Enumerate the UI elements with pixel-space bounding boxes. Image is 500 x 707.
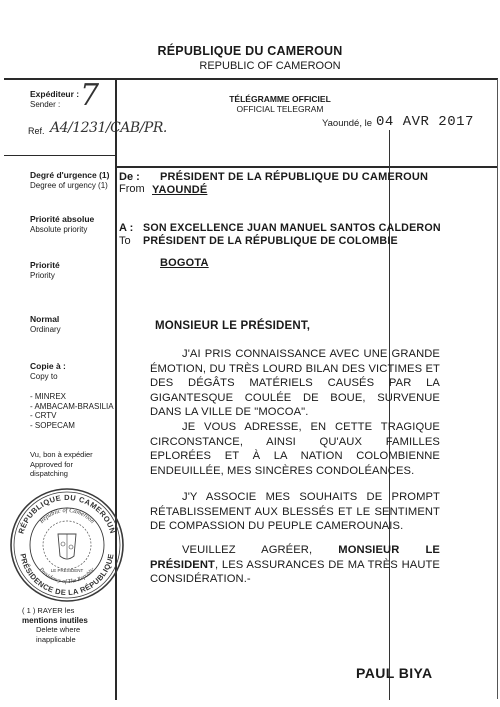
svg-text:Republic of Cameroon [38, 507, 96, 526]
ordinary-label: Normal Ordinary [30, 314, 61, 334]
salutation: MONSIEUR LE PRÉSIDENT, [155, 320, 311, 332]
place-date: Yaoundé, le [322, 118, 373, 129]
from-label-en: From [119, 183, 145, 195]
telegram-title-en: OFFICIAL TELEGRAM [236, 104, 324, 114]
ref-value: A4/1231/CAB/PR. [50, 120, 167, 136]
telegram-title-fr: TÉLÉGRAMME OFFICIEL [229, 94, 331, 104]
sender-label: Expéditeur : Sender : [30, 89, 80, 109]
ref-label: Ref. [28, 126, 45, 136]
copy-list [30, 392, 114, 430]
country-title-en: REPUBLIC OF CAMEROON [199, 60, 341, 72]
from-label-fr: De : [119, 171, 140, 183]
country-title-fr: RÉPUBLIQUE DU CAMEROUN [157, 44, 343, 58]
signature: PAUL BIYA [356, 665, 433, 681]
copy-item: - CRTV [30, 411, 57, 420]
priority-label: Priorité Priority [30, 260, 60, 280]
p4-end: , LES ASSURANCES DE MA TRÈS HAUTE CONSIDÉRATION.- [150, 558, 440, 586]
to-title: PRÉSIDENT DE LA RÉPUBLIQUE DE COLOMBIE [143, 235, 398, 247]
paragraph-3: J'Y ASSOCIE MES SOUHAITS DE PROMPT RÉTABLISSEMENT AUX BLESSÉS ET LE SENTIMENT DE COMPASSION DU PEUPLE CAMEROUNAIS. [150, 491, 440, 533]
urgency-label: Degré d'urgence (1) Degree of urgency (1) [30, 170, 110, 190]
paragraph-4 [150, 543, 440, 587]
sender-value: 7 [80, 78, 100, 113]
seal-center-text: LE PRÉSIDENT [50, 568, 84, 573]
to-city: BOGOTA [160, 257, 209, 269]
p4-bold: MONSIEUR LE PRÉSIDENT [150, 544, 440, 571]
from-title: PRÉSIDENT DE LA RÉPUBLIQUE DU CAMEROUN [160, 171, 429, 183]
sidebar-divider [115, 78, 117, 700]
to-label-fr: A : [119, 222, 134, 234]
to-label-en: To [119, 235, 131, 247]
seal-top-text: RÉPUBLIQUE DU CAMEROUN [16, 492, 118, 535]
seal-bottom-text: PRÉSIDENCE DE LA RÉPUBLIQUE [18, 552, 116, 598]
to-name: SON EXCELLENCE JUAN MANUEL SANTOS CALDERON [143, 222, 441, 234]
copy-item: - SOPECAM [30, 420, 75, 430]
seal-inner-top-text: Republic of Cameroon [38, 506, 96, 525]
header-divider [116, 166, 498, 168]
copy-item: - MINREX [30, 392, 66, 401]
paragraph-2: JE VOUS ADRESSE, EN CETTE TRAGIQUE CIRCONSTANCE, AINSI QU'AUX FAMILLES EPLORÉES ET À LA NATION COLOMBIENNE ENDEUILLÉE, MES SINCÈRES CONDOLÉANCES. [150, 421, 440, 477]
copy-to-label: Copie à : Copy to [30, 361, 66, 381]
from-city: YAOUNDÉ [152, 184, 208, 196]
paragraph-1: J'AI PRIS CONNAISSANCE AVEC UNE GRANDE ÉMOTION, DU TRÈS LOURD BILAN DES VICTIMES ET DES DÉGÂTS MATÉRIELS CAUSÉS PAR LA GIGANTESQUE COULÉE DE BOUE, SURVENUE DANS LA VILLE DE "MOCOA". [150, 348, 440, 419]
footnote: ( 1 ) RAYER les mentions inutiles Delete where inapplicable [22, 606, 88, 644]
approved-label: Vu, bon à expédier Approved for dispatching [30, 450, 93, 478]
copy-item: - AMBACAM-BRASILIA [30, 401, 114, 411]
ref-divider [4, 155, 115, 156]
right-edge [497, 79, 498, 699]
presidential-seal [8, 486, 126, 604]
top-divider [4, 78, 498, 80]
date-stamp: 04 AVR 2017 [376, 114, 474, 130]
p4-start: VEUILLEZ AGRÉER, [182, 544, 339, 556]
absolute-priority-label: Priorité absolue Absolute priority [30, 214, 95, 234]
seal-inner-bottom-text: Presidency of The Republic [37, 566, 97, 586]
